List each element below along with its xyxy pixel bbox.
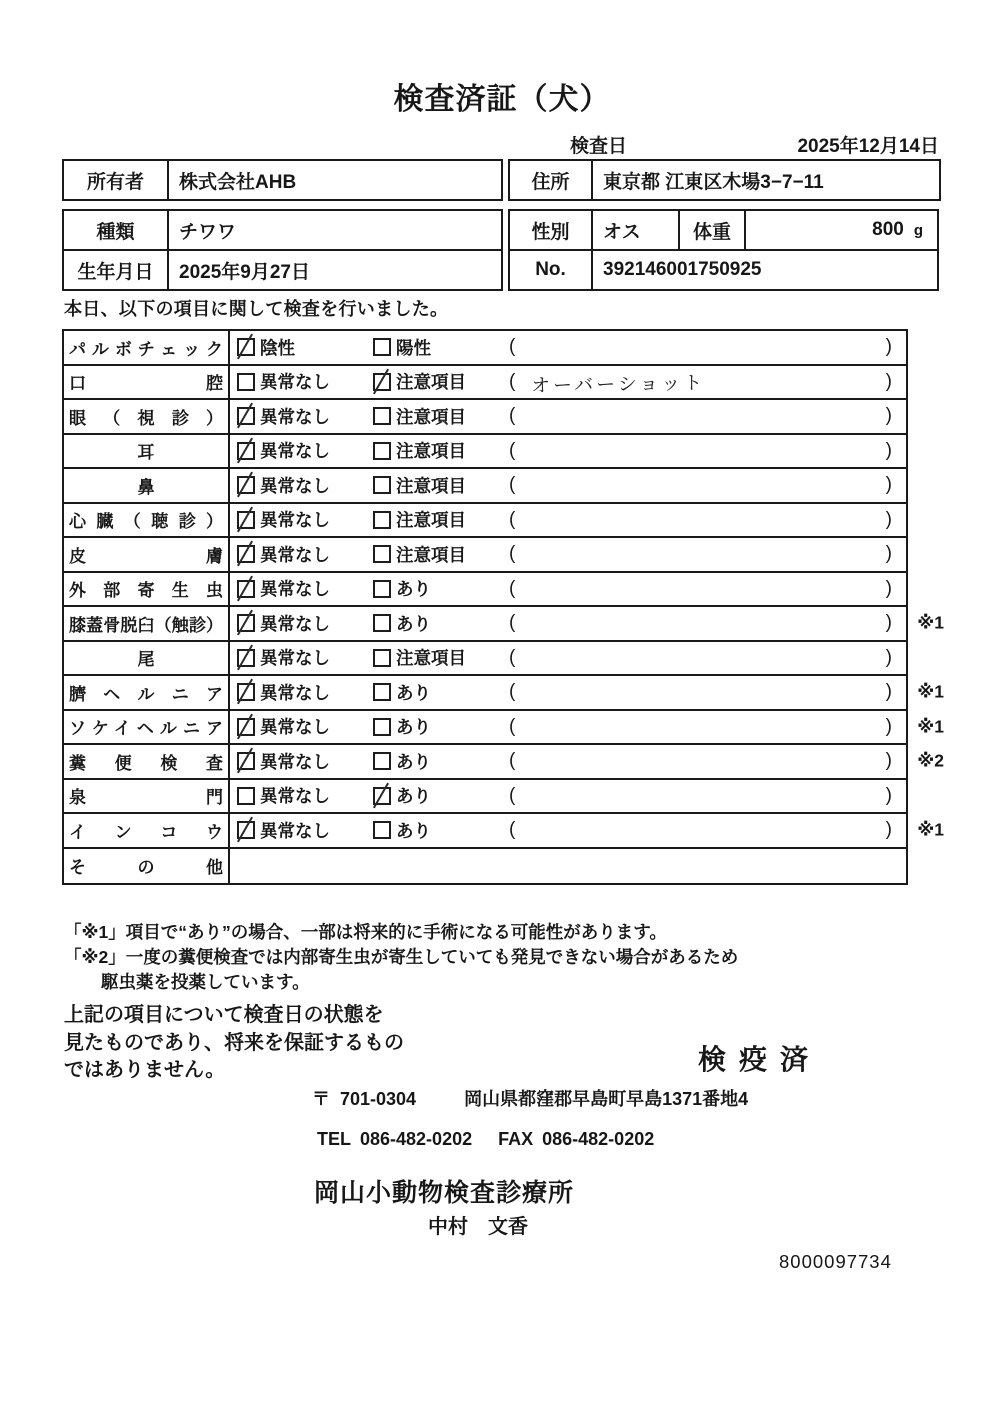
paren-open: ( <box>509 715 516 737</box>
disclaimer-line-1: 上記の項目について検査日の状態を <box>64 1004 384 1026</box>
item-result-cell <box>230 435 906 468</box>
item-name-cell <box>64 366 230 399</box>
result-option <box>373 404 509 429</box>
handwritten-note: オーバーショット <box>531 373 706 398</box>
option-label: 異常なし <box>260 751 330 772</box>
result-option <box>373 749 509 774</box>
address-value: 東京都 江東区木場3−7−11 <box>593 161 941 201</box>
item-result-cell <box>230 849 906 884</box>
checkbox-checked-icon <box>237 407 255 425</box>
item-name: インコウ <box>69 822 223 842</box>
address-block <box>508 159 941 201</box>
result-option <box>373 369 509 394</box>
checklist-row <box>64 849 906 884</box>
checkbox-checked-icon <box>237 442 255 460</box>
option-label: 注意項目 <box>396 406 466 427</box>
number-value: 392146001750925 <box>593 251 939 291</box>
handwritten-note <box>531 620 885 626</box>
paren-open: ( <box>509 508 516 530</box>
footnote-2: 「※2」一度の糞便検査では内部寄生虫が寄生していても発見できない場合があるため <box>64 947 739 967</box>
paren-close: ) <box>885 577 892 599</box>
checkbox-checked-icon <box>237 718 255 736</box>
option-label: 異常なし <box>260 682 330 703</box>
item-result-cell <box>230 504 906 537</box>
option-label: あり <box>396 717 431 738</box>
item-result-cell <box>230 814 906 847</box>
checkbox-empty-icon <box>373 476 391 494</box>
veterinarian-name: 中村 文香 <box>428 1216 528 1238</box>
item-name: 皮膚 <box>69 546 223 566</box>
checklist-row <box>64 538 906 573</box>
paren-open: ( <box>509 612 516 634</box>
paren-open: ( <box>509 750 516 772</box>
reference-mark: ※2 <box>917 750 944 771</box>
remarks-area <box>509 681 906 703</box>
handwritten-note <box>531 413 885 419</box>
paren-open: ( <box>509 336 516 358</box>
remarks-area <box>509 543 906 565</box>
handwritten-note <box>531 448 885 454</box>
checkbox-empty-icon <box>373 683 391 701</box>
checkbox-checked-icon <box>237 821 255 839</box>
checklist-row <box>64 711 944 746</box>
option-label: 異常なし <box>260 613 330 634</box>
clinic-address: 岡山県都窪郡早島町早島1371番地4 <box>464 1089 749 1109</box>
postal-mark-icon: 〒 <box>312 1089 330 1109</box>
checkbox-checked-icon <box>373 787 391 805</box>
item-result-cell <box>230 366 906 399</box>
paren-close: ) <box>885 336 892 358</box>
remarks-area <box>509 509 906 531</box>
result-option <box>373 818 509 843</box>
option-label: 陰性 <box>260 337 295 358</box>
item-name-cell <box>64 849 230 884</box>
option-label: あり <box>396 579 431 600</box>
checkbox-empty-icon <box>373 752 391 770</box>
paren-open: ( <box>509 784 516 806</box>
tel-number: 086-482-0202 <box>360 1129 473 1149</box>
item-name-cell <box>64 538 230 571</box>
item-result-cell <box>230 573 906 606</box>
item-result-cell <box>230 711 906 744</box>
option-label: あり <box>396 820 431 841</box>
item-name-cell <box>64 331 230 364</box>
checkbox-empty-icon <box>373 718 391 736</box>
item-name-cell <box>64 607 230 640</box>
item-name: その他 <box>69 858 223 878</box>
disclaimer-text <box>64 1002 404 1085</box>
remarks-area <box>509 336 906 358</box>
checkbox-empty-icon <box>373 580 391 598</box>
remarks-area <box>509 750 906 772</box>
remarks-area <box>509 368 906 398</box>
reference-mark: ※1 <box>917 681 944 702</box>
option-label: 異常なし <box>260 441 330 462</box>
option-label: あり <box>396 682 431 703</box>
item-result-cell <box>230 469 906 502</box>
paren-close: ) <box>885 543 892 565</box>
result-option <box>373 714 509 739</box>
checkbox-empty-icon <box>373 511 391 529</box>
paren-open: ( <box>509 439 516 461</box>
footnote-2-continued: 駆虫薬を投薬しています。 <box>101 972 310 992</box>
result-option <box>237 714 373 739</box>
item-name: 外部寄生虫 <box>69 581 223 601</box>
item-name: 鼻 <box>137 477 155 497</box>
handwritten-note <box>531 689 885 695</box>
result-option <box>373 542 509 567</box>
postal-code: 701-0304 <box>340 1089 417 1109</box>
result-option <box>237 680 373 705</box>
handwritten-note <box>531 793 885 799</box>
result-option <box>373 335 509 360</box>
pet-info-table <box>62 209 939 291</box>
checkbox-checked-icon <box>373 373 391 391</box>
item-result-cell <box>230 745 906 778</box>
result-option <box>373 473 509 498</box>
item-name: 眼（視診） <box>69 408 223 428</box>
owner-label: 所有者 <box>64 161 169 201</box>
item-result-cell <box>230 676 906 709</box>
option-label: あり <box>396 751 431 772</box>
weight-label: 体重 <box>680 211 746 251</box>
handwritten-note <box>531 827 885 833</box>
checkbox-checked-icon <box>237 614 255 632</box>
item-result-cell <box>230 780 906 813</box>
remarks-area <box>509 578 906 600</box>
paren-close: ) <box>885 439 892 461</box>
item-name-cell <box>64 745 230 778</box>
result-option <box>373 783 509 808</box>
document-number: 8000097734 <box>779 1251 892 1272</box>
checklist-row <box>64 366 906 401</box>
option-label: 異常なし <box>260 544 330 565</box>
result-option <box>237 369 373 394</box>
weight-value: 800 <box>872 219 904 240</box>
paren-open: ( <box>509 819 516 841</box>
option-label: あり <box>396 613 431 634</box>
checklist-row <box>64 607 944 642</box>
remarks-area <box>509 405 906 427</box>
handwritten-note <box>531 586 885 592</box>
paren-close: ) <box>885 474 892 496</box>
checklist-row <box>64 504 906 539</box>
option-label: 異常なし <box>260 648 330 669</box>
checklist-row <box>64 780 906 815</box>
checkbox-checked-icon <box>237 338 255 356</box>
handwritten-note <box>531 551 885 557</box>
result-option <box>237 507 373 532</box>
paren-open: ( <box>509 681 516 703</box>
remarks-area <box>509 474 906 496</box>
item-name: 耳 <box>137 443 155 463</box>
paren-open: ( <box>509 646 516 668</box>
paren-close: ) <box>885 612 892 634</box>
item-name-cell <box>64 780 230 813</box>
result-option <box>237 576 373 601</box>
result-option <box>373 576 509 601</box>
checklist-row <box>64 745 944 780</box>
reference-mark: ※1 <box>917 716 944 737</box>
checkbox-checked-icon <box>237 580 255 598</box>
inspection-date-label: 検査日 <box>570 136 628 157</box>
item-name: 膝蓋骨脱臼（触診） <box>69 615 223 635</box>
checkbox-checked-icon <box>237 545 255 563</box>
paren-close: ) <box>885 715 892 737</box>
owner-info-table <box>62 159 941 201</box>
option-label: 異常なし <box>260 372 330 393</box>
item-name-cell <box>64 504 230 537</box>
disclaimer-line-3: ではありません。 <box>64 1059 226 1081</box>
remarks-area <box>509 647 906 669</box>
item-name-cell <box>64 711 230 744</box>
result-option <box>237 783 373 808</box>
quarantine-cleared-stamp: 検疫済 <box>698 1044 822 1075</box>
item-name-cell <box>64 676 230 709</box>
weight-value-cell <box>746 211 939 251</box>
inspection-date-value: 2025年12月14日 <box>797 136 939 157</box>
checklist-row <box>64 573 906 608</box>
item-name-cell <box>64 400 230 433</box>
item-name: 尾 <box>137 650 155 670</box>
remarks-area <box>509 612 906 634</box>
checkbox-empty-icon <box>373 649 391 667</box>
result-option <box>237 404 373 429</box>
breed-label: 種類 <box>64 211 169 251</box>
item-name: 心臓（聴診） <box>69 512 223 532</box>
remarks-area <box>509 716 906 738</box>
clinic-phone-line <box>317 1129 654 1150</box>
option-label: 異常なし <box>260 717 330 738</box>
footnote-1: 「※1」項目で“あり”の場合、一部は将来的に手術になる可能性があります。 <box>64 922 667 942</box>
paren-close: ) <box>885 819 892 841</box>
owner-block <box>62 159 503 201</box>
footnotes <box>64 920 738 995</box>
result-option <box>237 335 373 360</box>
remarks-area <box>509 785 906 807</box>
result-option <box>373 645 509 670</box>
disclaimer-line-2: 見たものであり、将来を保証するもの <box>64 1031 404 1054</box>
checklist-row <box>64 435 906 470</box>
item-name: 泉門 <box>69 788 223 808</box>
checkbox-empty-icon <box>373 545 391 563</box>
fax-label: FAX <box>498 1129 534 1149</box>
result-option <box>373 507 509 532</box>
result-option <box>373 611 509 636</box>
checklist-row <box>64 814 944 849</box>
option-label: 異常なし <box>260 820 330 841</box>
paren-close: ) <box>885 681 892 703</box>
checklist-row <box>64 469 906 504</box>
checkbox-empty-icon <box>373 407 391 425</box>
paren-open: ( <box>509 474 516 496</box>
checkbox-checked-icon <box>237 649 255 667</box>
handwritten-note <box>531 758 885 764</box>
checkbox-empty-icon <box>237 787 255 805</box>
handwritten-note <box>531 517 885 523</box>
item-name: 糞便検査 <box>69 753 223 773</box>
option-label: 注意項目 <box>396 510 466 531</box>
item-result-cell <box>230 331 906 364</box>
item-name: パルボチェック <box>69 339 223 359</box>
item-result-cell <box>230 642 906 675</box>
option-label: 注意項目 <box>396 475 466 496</box>
handwritten-note <box>531 655 885 661</box>
result-option <box>237 542 373 567</box>
number-label: No. <box>510 251 593 291</box>
option-label: 異常なし <box>260 579 330 600</box>
sex-value: オス <box>593 211 680 251</box>
result-option <box>237 438 373 463</box>
option-label: 注意項目 <box>396 372 466 393</box>
item-name: 口腔 <box>69 374 223 394</box>
paren-open: ( <box>509 543 516 565</box>
handwritten-note <box>531 344 885 350</box>
paren-close: ) <box>885 405 892 427</box>
clinic-name: 岡山小動物検査診療所 <box>314 1179 575 1207</box>
checkbox-empty-icon <box>373 442 391 460</box>
checkbox-empty-icon <box>373 614 391 632</box>
owner-value: 株式会社AHB <box>169 161 503 201</box>
sex-label: 性別 <box>510 211 593 251</box>
weight-unit: g <box>913 221 923 239</box>
option-label: 異常なし <box>260 475 330 496</box>
reference-mark: ※1 <box>917 612 944 633</box>
clinic-postal-line <box>312 1085 748 1111</box>
reference-mark: ※1 <box>917 819 944 840</box>
checklist-row <box>64 400 906 435</box>
result-option <box>237 645 373 670</box>
birthdate-value: 2025年9月27日 <box>169 251 503 291</box>
paren-open: ( <box>509 405 516 427</box>
result-option <box>237 473 373 498</box>
result-option <box>237 818 373 843</box>
item-name-cell <box>64 814 230 847</box>
checklist-row <box>64 642 906 677</box>
item-name: ソケイヘルニア <box>69 719 223 739</box>
paren-open: ( <box>509 370 516 392</box>
breed-value: チワワ <box>169 211 503 251</box>
item-name-cell <box>64 469 230 502</box>
option-label: 異常なし <box>260 510 330 531</box>
option-label: 注意項目 <box>396 441 466 462</box>
item-name: 臍ヘルニア <box>69 684 223 704</box>
option-label: あり <box>396 786 431 807</box>
intro-text: 本日、以下の項目に関して検査を行いました。 <box>64 299 449 319</box>
checklist-row <box>64 331 906 366</box>
checkbox-empty-icon <box>373 338 391 356</box>
result-option <box>237 749 373 774</box>
remarks-area <box>509 819 906 841</box>
paren-close: ) <box>885 784 892 806</box>
inspection-date-row <box>62 131 941 157</box>
paren-close: ) <box>885 750 892 772</box>
checkbox-checked-icon <box>237 683 255 701</box>
option-label: 注意項目 <box>396 648 466 669</box>
checkbox-checked-icon <box>237 511 255 529</box>
tel-label: TEL <box>317 1129 351 1149</box>
option-label: 異常なし <box>260 406 330 427</box>
paren-open: ( <box>509 577 516 599</box>
handwritten-note <box>531 482 885 488</box>
paren-close: ) <box>885 508 892 530</box>
handwritten-note <box>531 724 885 730</box>
option-label: 注意項目 <box>396 544 466 565</box>
item-name-cell <box>64 435 230 468</box>
item-name-cell <box>64 642 230 675</box>
checklist-table <box>62 329 944 885</box>
result-option <box>373 680 509 705</box>
paren-close: ) <box>885 646 892 668</box>
checkbox-empty-icon <box>237 373 255 391</box>
result-option <box>373 438 509 463</box>
pet-left-block <box>62 209 503 291</box>
item-result-cell <box>230 607 906 640</box>
checkbox-empty-icon <box>373 821 391 839</box>
option-label: 異常なし <box>260 786 330 807</box>
checklist-row <box>64 676 944 711</box>
paren-close: ) <box>885 370 892 392</box>
result-option <box>237 611 373 636</box>
item-name-cell <box>64 573 230 606</box>
checkbox-checked-icon <box>237 476 255 494</box>
item-result-cell <box>230 400 906 433</box>
pet-right-block <box>508 209 939 291</box>
checkbox-checked-icon <box>237 752 255 770</box>
remarks-area <box>509 440 906 462</box>
document-title: 検査済証（犬） <box>393 83 611 116</box>
birthdate-label: 生年月日 <box>64 251 169 291</box>
item-result-cell <box>230 538 906 571</box>
address-label: 住所 <box>510 161 593 201</box>
option-label: 陽性 <box>396 337 431 358</box>
fax-number: 086-482-0202 <box>542 1129 655 1149</box>
